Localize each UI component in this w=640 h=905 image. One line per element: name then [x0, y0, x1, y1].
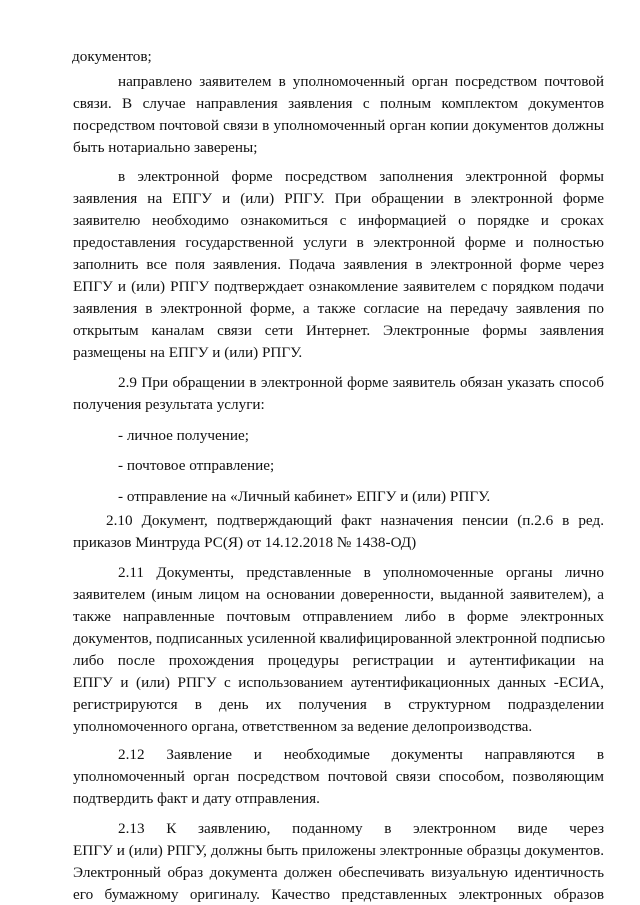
text-line: уполномоченного органа, ответственном за ведение делопроизводства. [73, 718, 533, 735]
text-line: его бумажному оригиналу. Качество представленных электронных образов [73, 886, 604, 903]
text-line: заполнить все поля заявления. Подача заявления в электронной форме через [73, 256, 604, 273]
text-line: быть нотариально заверены; [73, 139, 258, 156]
text-line: связи. В случае направления заявления с полным комплектом документов [73, 95, 604, 112]
text-line: ЕПГУ и (или) РПГУ, должны быть приложены электронные образцы документов. [73, 842, 604, 859]
text-line: в электронной форме посредством заполнения электронной формы [118, 168, 604, 185]
text-line: 2.9 При обращении в электронной форме заявитель обязан указать способ [118, 374, 604, 391]
text-line: 2.13 К заявлению, поданному в электронном виде через [118, 820, 604, 837]
text-line: приказов Минтруда РС(Я) от 14.12.2018 № 1438-ОД) [73, 534, 417, 551]
text-line: открытым каналам связи сети Интернет. Электронные формы заявления [73, 322, 604, 339]
text-line: заявления в электронной форме, а также согласие на передачу заявления по [73, 300, 604, 317]
text-line: посредством почтовой связи в уполномоченный орган копии документов должны [73, 117, 604, 134]
text-line: подтвердить факт и дату отправления. [73, 790, 320, 807]
text-line: также направленные почтовым отправлением либо в форме электронных [73, 608, 604, 625]
text-line: либо после прохождения процедуры регистрации и аутентификации на [73, 652, 604, 669]
text-line: ЕПГУ и (или) РПГУ с использованием аутентификационных данных -ЕСИА, [73, 674, 604, 691]
text-line: предоставления государственной услуги в электронной форме и полностью [73, 234, 604, 251]
text-line: Электронный образ документа должен обеспечивать визуальную идентичность [73, 864, 604, 881]
text-line: регистрируются в день их получения в структурном подразделении [73, 696, 604, 713]
text-line: получения результата услуги: [73, 396, 265, 413]
paragraph-continuation: документов; [72, 48, 152, 65]
text-line: размещены на ЕПГУ и (или) РПГУ. [73, 344, 303, 361]
text-line: 2.12 Заявление и необходимые документы направляются в [118, 746, 604, 763]
text-line: заявления на ЕПГУ и (или) РПГУ. При обращении в электронной форме [73, 190, 604, 207]
list-item: - почтовое отправление; [118, 457, 275, 474]
list-item: - личное получение; [118, 427, 249, 444]
text-line: 2.11 Документы, представленные в уполномоченные органы лично [118, 564, 604, 581]
text-line: заявителю необходимо ознакомиться с информацией о порядке и сроках [73, 212, 604, 229]
text-line: документов, подписанных усиленной квалифицированной электронной подписью [73, 630, 606, 647]
text-line: 2.10 Документ, подтверждающий факт назначения пенсии (п.2.6 в ред. [106, 512, 604, 529]
text-line: направлено заявителем в уполномоченный орган посредством почтовой [118, 73, 604, 90]
list-item: - отправление на «Личный кабинет» ЕПГУ и (или) РПГУ. [118, 488, 491, 505]
text-line: ЕПГУ и (или) РПГУ подтверждает ознакомление заявителем с порядком подачи [73, 278, 604, 295]
text-line: заявителем (иным лицом на основании доверенности, выданной заявителем), а [73, 586, 604, 603]
text-line: уполномоченный орган посредством почтовой связи способом, позволяющим [73, 768, 604, 785]
